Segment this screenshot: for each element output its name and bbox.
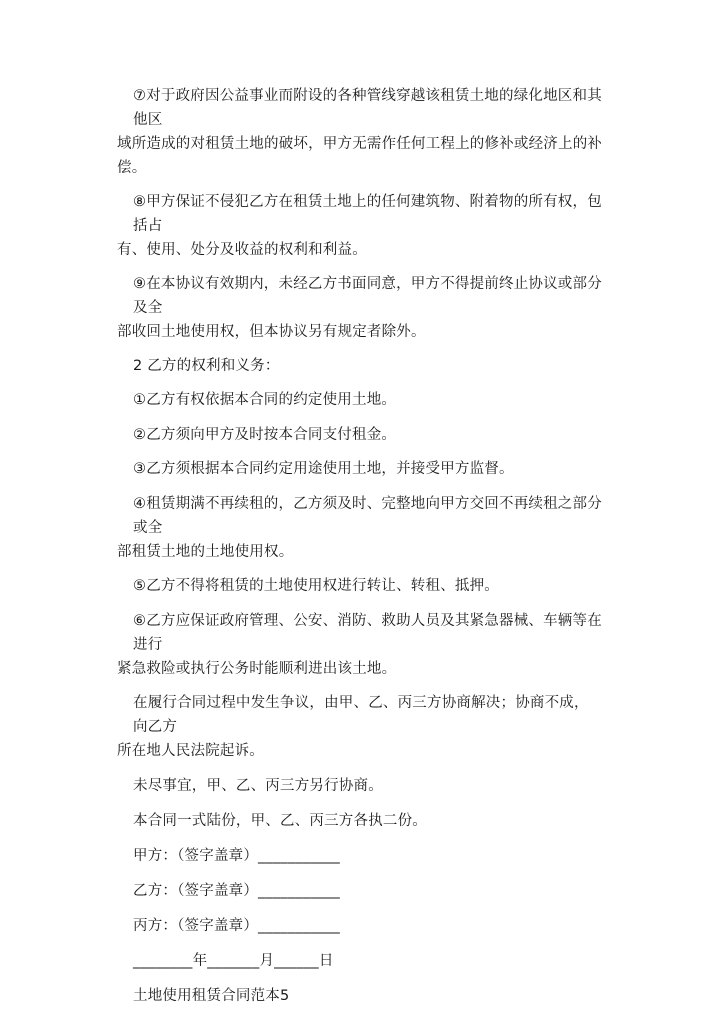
clause-8-line-2: 有、使用、处分及收益的权利和利益。 xyxy=(117,242,367,258)
section-heading-party-b xyxy=(133,354,603,378)
next-document-title-text: 土地使用租赁合同范本5 xyxy=(133,988,290,1004)
clause-9 xyxy=(117,272,603,344)
clause-7-line-1: ⑦对于政府因公益事业而附设的各种管线穿越该租赁土地的绿化地区和其他区 xyxy=(133,88,602,128)
party-b-clause-3-text: ③乙方须根据本合同约定用途使用土地，并接受甲方监督。 xyxy=(133,461,514,477)
clause-9-line-2: 部收回土地使用权，但本协议另有规定者除外。 xyxy=(117,324,426,340)
signature-party-a-text: 甲方：（签字盖章）___________ xyxy=(133,848,340,864)
party-b-clause-5-text: ⑤乙方不得将租赁的土地使用权进行转让、转租、抵押。 xyxy=(133,578,499,594)
party-b-clause-5 xyxy=(133,574,603,598)
signature-date-text: ________年_______月______日 xyxy=(133,953,334,969)
copies-clause xyxy=(133,809,603,833)
copies-clause-text: 本合同一式陆份，甲、乙、丙三方各执二份。 xyxy=(133,813,427,829)
dispute-clause-line-2: 所在地人民法院起诉。 xyxy=(117,743,264,759)
signature-party-c-text: 丙方：（签字盖章）___________ xyxy=(133,918,340,934)
party-b-clause-1-text: ①乙方有权依据本合同的约定使用土地。 xyxy=(133,392,397,408)
clause-7 xyxy=(117,84,603,180)
signature-party-b xyxy=(133,879,603,903)
party-b-clause-6-line-2: 紧急救险或执行公务时能顺利进出该土地。 xyxy=(117,661,397,677)
party-b-clause-1 xyxy=(133,388,603,412)
signature-party-a xyxy=(133,844,603,868)
signature-party-c xyxy=(133,914,603,938)
signature-party-b-text: 乙方：（签字盖章）___________ xyxy=(133,883,340,899)
unresolved-matters-text: 未尽事宜，甲、乙、丙三方另行协商。 xyxy=(133,778,383,794)
party-b-clause-2-text: ②乙方须向甲方及时按本合同支付租金。 xyxy=(133,427,397,443)
section-heading-text: 2 乙方的权利和义务： xyxy=(133,358,280,374)
unresolved-matters-clause xyxy=(133,774,603,798)
next-document-title xyxy=(133,984,603,1008)
clause-8 xyxy=(117,190,603,262)
dispute-clause xyxy=(117,691,603,763)
document-body xyxy=(117,84,603,1019)
dispute-clause-line-1: 在履行合同过程中发生争议，由甲、乙、丙三方协商解决；协商不成，向乙方 xyxy=(133,695,589,735)
clause-8-line-1: ⑧甲方保证不侵犯乙方在租赁土地上的任何建筑物、附着物的所有权，包括占 xyxy=(133,194,602,234)
party-b-clause-3 xyxy=(133,457,603,481)
party-b-clause-4-line-2: 部租赁土地的土地使用权。 xyxy=(117,544,294,560)
party-b-clause-2 xyxy=(133,423,603,447)
clause-9-line-1: ⑨在本协议有效期内，未经乙方书面同意，甲方不得提前终止协议或部分及全 xyxy=(133,276,602,316)
party-b-clause-4-line-1: ④租赁期满不再续租的，乙方须及时、完整地向甲方交回不再续租之部分或全 xyxy=(133,496,602,536)
clause-7-line-2: 域所造成的对租赁土地的破坏，甲方无需作任何工程上的修补或经济上的补偿。 xyxy=(117,136,603,176)
party-b-clause-4 xyxy=(117,492,603,564)
party-b-clause-6-line-1: ⑥乙方应保证政府管理、公安、消防、救助人员及其紧急器械、车辆等在进行 xyxy=(133,613,602,653)
signature-date xyxy=(133,949,603,973)
party-b-clause-6 xyxy=(117,609,603,681)
